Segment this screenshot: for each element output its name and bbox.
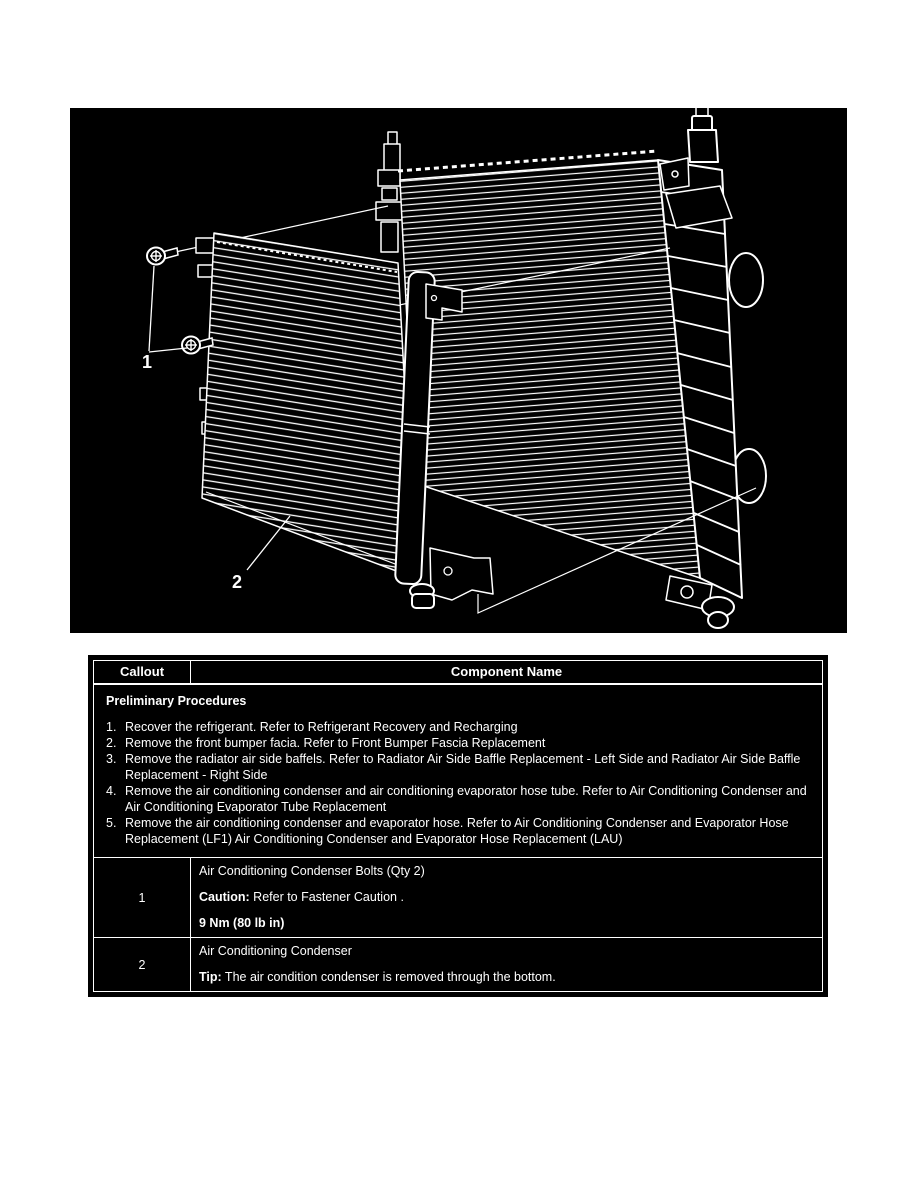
header-callout: Callout (94, 661, 191, 683)
component-line: Air Conditioning Condenser (199, 944, 352, 958)
preliminary-step (106, 735, 812, 751)
component-line: Caution: Refer to Fastener Caution . (199, 890, 404, 904)
component-line: Air Conditioning Condenser Bolts (Qty 2) (199, 864, 425, 878)
callout-1-label: 1 (142, 352, 153, 372)
condenser-radiator-figure (70, 108, 847, 633)
table-row (94, 937, 822, 991)
step-number: 5. (106, 816, 117, 830)
callout-table (88, 655, 828, 997)
preliminary-procedures-section (94, 683, 822, 857)
preliminary-step (106, 719, 812, 735)
table-row (94, 857, 822, 937)
step-text: Remove the front bumper facia. Refer to Front Bumper Fascia Replacement (125, 736, 546, 750)
step-text: Remove the air conditioning condenser and evaporator hose. Refer to Air Conditioning Condenser and Evaporator Hose Replacement (LF1) Air Conditioning Condenser and Evaporator Hose Replacement (LAU) (125, 816, 789, 846)
step-text: Remove the air conditioning condenser and air conditioning evaporator hose tube. Refer to Air Conditioning Condenser and Air Conditioning Evaporator Tube Replacement (125, 784, 807, 814)
step-number: 2. (106, 736, 117, 750)
step-number: 3. (106, 752, 117, 766)
preliminary-step (106, 815, 812, 847)
step-text: Recover the refrigerant. Refer to Refrigerant Recovery and Recharging (125, 720, 518, 734)
callout-1-leader (149, 266, 187, 352)
component-line: Tip: The air condition condenser is removed through the bottom. (199, 970, 556, 984)
bolt-icon (147, 248, 178, 265)
step-number: 4. (106, 784, 117, 798)
component-line: 9 Nm (80 lb in) (199, 916, 285, 930)
step-text: Remove the radiator air side baffels. Refer to Radiator Air Side Baffle Replacement - Left Side and Radiator Air Side Baffle Replacement - Right Side (125, 752, 801, 782)
figure-line-art (70, 108, 847, 633)
preliminary-procedures-title: Preliminary Procedures (106, 694, 247, 708)
preliminary-step (106, 751, 812, 783)
callout-2-leader (247, 516, 290, 570)
preliminary-step (106, 783, 812, 815)
callout-number-cell: 2 (94, 938, 191, 991)
header-component-name: Component Name (450, 664, 563, 679)
component-cell (191, 938, 822, 991)
table-header-row (94, 661, 822, 683)
step-number: 1. (106, 720, 117, 734)
callout-number-cell: 1 (94, 858, 191, 937)
component-cell (191, 858, 822, 937)
callout-2-label: 2 (232, 572, 243, 592)
callout-table-grid (93, 660, 823, 992)
